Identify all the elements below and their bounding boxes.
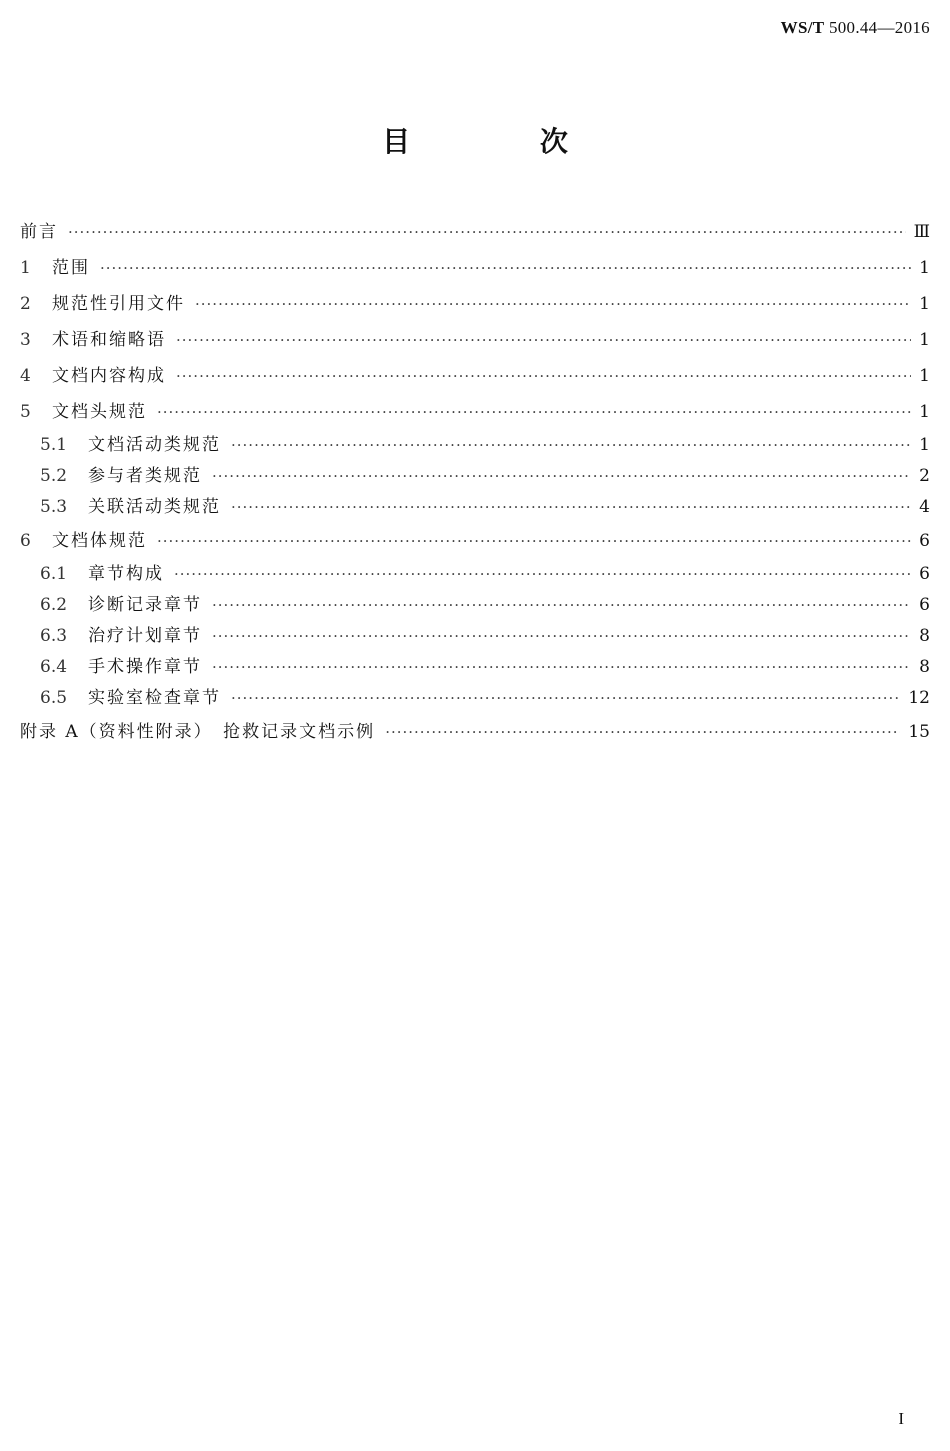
toc-entry-number: 5.1 [40, 435, 68, 455]
toc-entry-page: 8 [919, 626, 930, 646]
toc-entry-6-5[interactable] [20, 683, 930, 714]
toc-entry-number: 4 [20, 366, 31, 386]
toc-leader-dots [100, 250, 911, 286]
toc-entry-6-2[interactable] [20, 590, 930, 621]
toc-entry-label: 文档体规范 [52, 531, 147, 551]
toc-entry-page: 4 [919, 497, 930, 517]
toc-entry-number: 1 [20, 258, 31, 278]
toc-entry-6[interactable] [20, 523, 930, 559]
toc-entry-label: 文档头规范 [52, 402, 147, 422]
toc-entry-page: 8 [919, 657, 930, 677]
toc-leader-dots [212, 461, 911, 492]
toc-entry-page: 1 [919, 366, 930, 386]
toc-entry-label: 诊断记录章节 [88, 595, 202, 615]
standard-code-header [781, 18, 930, 38]
toc-entry-number: 6.1 [40, 564, 68, 584]
toc-entry-number: 6.4 [40, 657, 68, 677]
toc-entry-number: 6.5 [40, 688, 68, 708]
standard-code-prefix: WS/T [780, 18, 825, 37]
toc-entry-label: 文档活动类规范 [88, 435, 221, 455]
toc-entry-number: 3 [20, 330, 31, 350]
toc-entry-label: 实验室检查章节 [88, 688, 221, 708]
toc-entry-5[interactable] [20, 394, 930, 430]
toc-entry-page: 1 [919, 402, 930, 422]
page-title: 目 次 [382, 125, 628, 158]
toc-entry-6-3[interactable] [20, 621, 930, 652]
toc-leader-dots [231, 683, 900, 714]
toc-leader-dots [231, 492, 911, 523]
toc-entry-number: 5.3 [40, 497, 68, 517]
toc-entry-page: Ⅲ [913, 222, 930, 242]
toc-entry-page: 1 [919, 294, 930, 314]
toc-leader-dots [385, 714, 900, 750]
toc-entry-6-4[interactable] [20, 652, 930, 683]
toc-entry-page: 6 [919, 531, 930, 551]
toc-entry-5-2[interactable] [20, 461, 930, 492]
toc-entry-3[interactable] [20, 322, 930, 358]
toc-entry-label: 参与者类规范 [88, 466, 202, 486]
toc-entry-label: 文档内容构成 [52, 366, 166, 386]
toc-leader-dots [195, 286, 911, 322]
toc-leader-dots [212, 590, 911, 621]
toc-leader-dots [157, 523, 911, 559]
toc-entry-page: 6 [919, 564, 930, 584]
toc-leader-dots [176, 358, 911, 394]
toc-leader-dots [174, 559, 911, 590]
toc-entry-2[interactable] [20, 286, 930, 322]
toc-entry-number: 5 [20, 402, 31, 422]
standard-code-number: 500.44—2016 [828, 18, 930, 37]
toc-leader-dots [157, 394, 911, 430]
toc-entry-page: 15 [908, 722, 930, 742]
toc-entry-page: 2 [919, 466, 930, 486]
toc-leader-dots [212, 621, 911, 652]
toc-entry-6-1[interactable] [20, 559, 930, 590]
toc-entry-5-3[interactable] [20, 492, 930, 523]
toc-entry-5-1[interactable] [20, 430, 930, 461]
toc-entry-number: 6.2 [40, 595, 68, 615]
toc-entry-4[interactable] [20, 358, 930, 394]
toc-entry-page: 6 [919, 595, 930, 615]
toc-entry-page: 12 [908, 688, 930, 708]
toc-entry-label: 规范性引用文件 [52, 294, 185, 314]
table-of-contents [20, 214, 930, 750]
toc-entry-label: 手术操作章节 [88, 657, 202, 677]
toc-entry-number: 6 [20, 531, 31, 551]
toc-entry-number: 5.2 [40, 466, 68, 486]
toc-entry-foreword[interactable] [20, 214, 930, 250]
toc-entry-label: 治疗计划章节 [88, 626, 202, 646]
toc-entry-page: 1 [919, 258, 930, 278]
page-number: I [898, 1409, 904, 1428]
toc-entry-label: 前言 [20, 222, 58, 242]
toc-entry-1[interactable] [20, 250, 930, 286]
toc-entry-label: 范围 [52, 258, 90, 278]
toc-entry-appendix-a[interactable] [20, 714, 930, 750]
toc-leader-dots [231, 430, 911, 461]
toc-entry-label: 术语和缩略语 [52, 330, 166, 350]
toc-entry-number: 6.3 [40, 626, 68, 646]
toc-entry-page: 1 [919, 330, 930, 350]
toc-entry-label: 附录 A（资料性附录） 抢救记录文档示例 [20, 722, 376, 742]
toc-leader-dots [68, 214, 906, 250]
toc-entry-label: 章节构成 [88, 564, 164, 584]
toc-entry-page: 1 [919, 435, 930, 455]
toc-entry-label: 关联活动类规范 [88, 497, 221, 517]
toc-entry-number: 2 [20, 294, 31, 314]
toc-leader-dots [212, 652, 911, 683]
toc-leader-dots [176, 322, 911, 358]
